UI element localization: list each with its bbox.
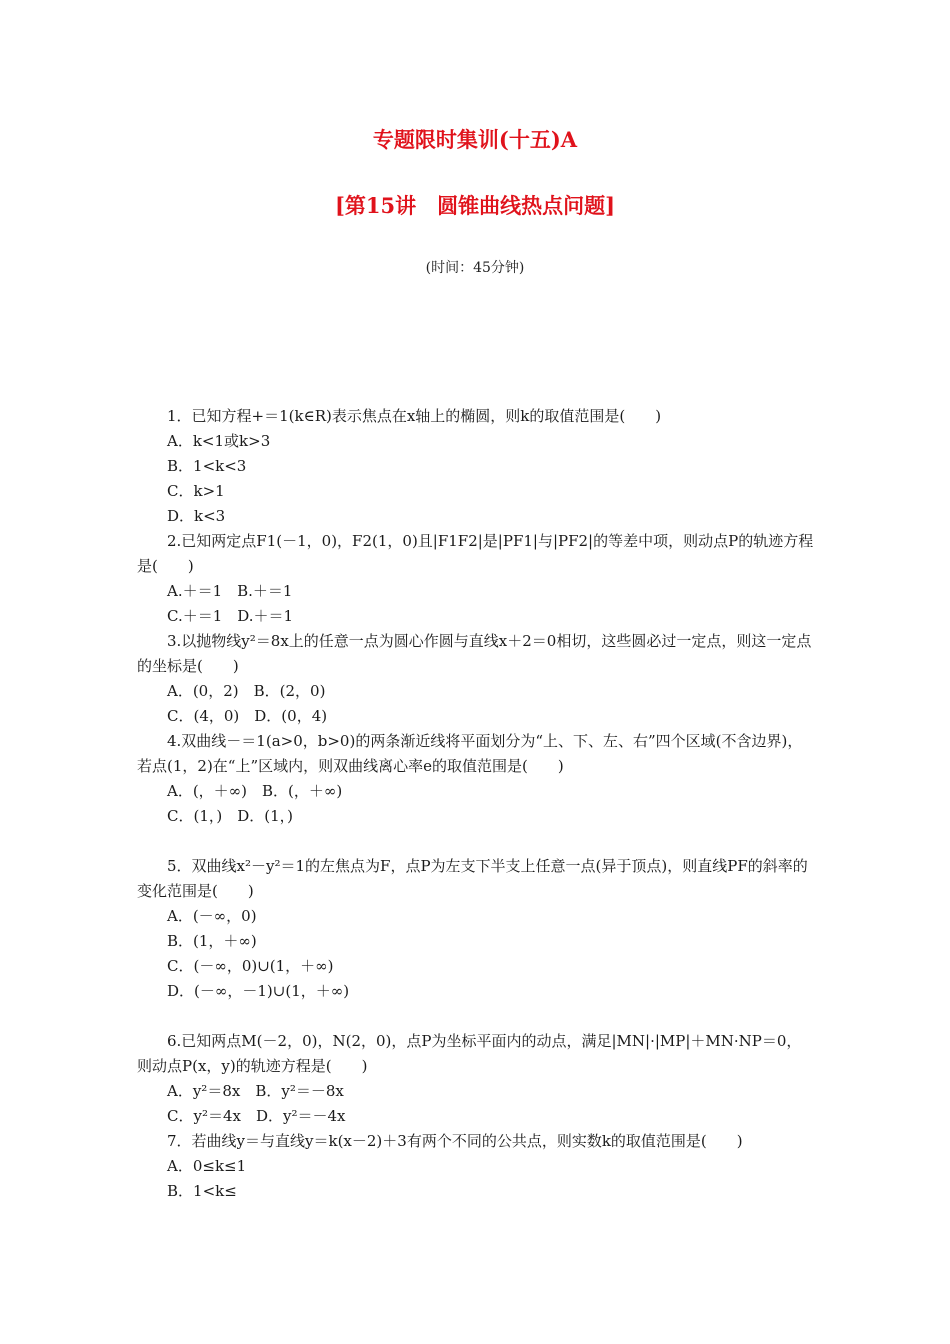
- question-7: [137, 1129, 815, 1204]
- page-title: 专题限时集训(十五)A: [372, 127, 578, 152]
- option: A．(，＋∞) B．(，＋∞): [167, 782, 343, 800]
- question-stem: 2.已知两定点F1(－1，0)，F2(1，0)且|F1F2|是|PF1|与|PF2|的等差中项，则动点P的轨迹方程是( ): [137, 532, 814, 575]
- option: C．(1，) D．(1，): [167, 807, 293, 825]
- time-limit: (时间：45分钟): [425, 260, 525, 276]
- question-stem: 6.已知两点M(－2，0)，N(2，0)，点P为坐标平面内的动点，满足|MN|·|MP|＋MN·NP＝0，则动点P(x，y)的轨迹方程是( ): [137, 1032, 802, 1075]
- question-3: [137, 629, 815, 729]
- question-stem: 3.以抛物线y²＝8x上的任意一点为圆心作圆与直线x＋2＝0相切，这些圆必过一定点，则这一定点的坐标是( ): [137, 632, 812, 675]
- question-5: [137, 854, 815, 1004]
- spacer: [137, 829, 815, 854]
- question-stem: 4.双曲线－＝1(a>0，b>0)的两条渐近线将平面划分为“上、下、左、右”四个区域(不含边界)，若点(1，2)在“上”区域内，则双曲线离心率e的取值范围是( ): [137, 732, 803, 775]
- option: B．1<k<3: [167, 457, 247, 475]
- option: A．0≤k≤1: [167, 1157, 247, 1175]
- option: B．(1，＋∞): [167, 932, 257, 950]
- spacer: [137, 1004, 815, 1029]
- question-6: [137, 1029, 815, 1129]
- option: D．(－∞，－1)∪(1，＋∞): [167, 982, 350, 1000]
- question-stem: 5．双曲线x²－y²＝1的左焦点为F，点P为左支下半支上任意一点(异于顶点)，则直线PF的斜率的变化范围是( ): [137, 857, 808, 900]
- option: D．k<3: [167, 507, 226, 525]
- question-stem: 1．已知方程+＝1(k∈R)表示焦点在x轴上的椭圆，则k的取值范围是( ): [167, 407, 662, 425]
- option: A．y²＝8x B．y²＝－8x: [167, 1082, 344, 1100]
- question-stem: 7．若曲线y＝与直线y＝k(x－2)＋3有两个不同的公共点，则实数k的取值范围是( ): [167, 1132, 743, 1150]
- option: C．(－∞，0)∪(1，＋∞): [167, 957, 334, 975]
- option: C．k>1: [167, 482, 225, 500]
- option: C．(4，0) D．(0，4): [167, 707, 328, 725]
- question-4: [137, 729, 815, 829]
- question-list: [137, 404, 815, 1204]
- option: A．(0，2) B．(2，0): [167, 682, 326, 700]
- option: A．(－∞，0): [167, 907, 257, 925]
- option: B．1<k≤: [167, 1182, 237, 1200]
- option: A．k<1或k>3: [167, 432, 271, 450]
- option: C．y²＝4x D．y²＝－4x: [167, 1107, 346, 1125]
- question-1: [137, 404, 815, 529]
- option: C.＋＝1 D.＋＝1: [167, 607, 294, 625]
- option: A.＋＝1 B.＋＝1: [167, 582, 293, 600]
- page-subtitle: [第15讲 圆锥曲线热点问题]: [334, 193, 616, 218]
- question-2: [137, 529, 815, 629]
